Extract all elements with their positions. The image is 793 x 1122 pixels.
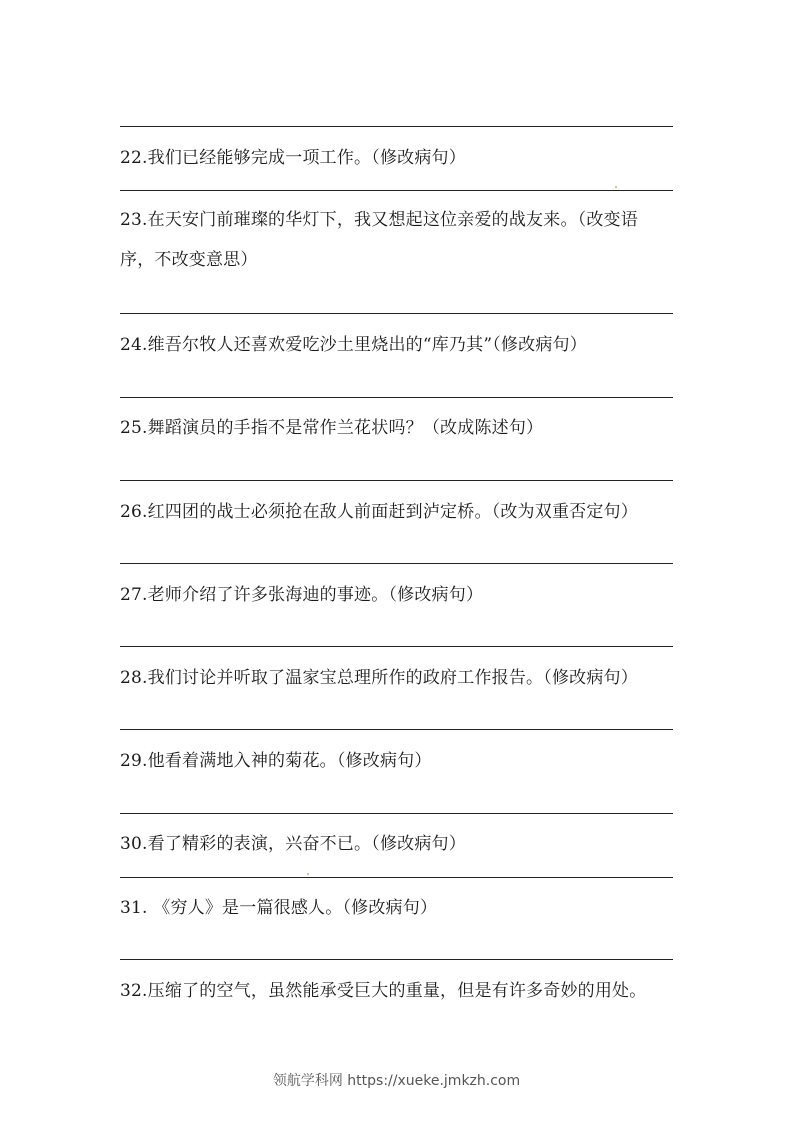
question-25: [120, 408, 680, 448]
question-number: 24.: [120, 335, 148, 355]
question-29: [120, 741, 680, 781]
question-number: 26.: [120, 502, 148, 522]
question-text-line1: 在天安门前璀璨的华灯下，我又想起这位亲爱的战友来。（改变语: [147, 210, 638, 230]
answer-line: [120, 646, 673, 647]
question-text-line2: 序，不改变意思）: [120, 250, 258, 270]
question-number: 32.: [120, 981, 148, 1001]
scan-speck: [615, 186, 617, 188]
question-text: 我们已经能够完成一项工作。（修改病句）: [147, 148, 466, 168]
question-number: 28.: [120, 668, 148, 688]
question-text: 看了精彩的表演，兴奋不已。（修改病句）: [147, 834, 466, 854]
footer-watermark: 领航学科网 https://xueke.jmkzh.com: [272, 1073, 521, 1089]
answer-line: [120, 813, 673, 814]
question-26: [120, 492, 680, 532]
answer-line: [120, 480, 673, 481]
answer-line: [120, 313, 673, 314]
question-text: 我们讨论并听取了温家宝总理所作的政府工作报告。（修改病句）: [147, 668, 638, 688]
question-22: [120, 138, 680, 178]
question-number: 31.: [120, 898, 148, 918]
question-text: 压缩了的空气，虽然能承受巨大的重量，但是有许多奇妙的用处。: [147, 981, 647, 1001]
question-27: [120, 575, 680, 615]
question-text: 维吾尔牧人还喜欢爱吃沙土里烧出的“库乃其”（修改病句）: [147, 335, 587, 355]
question-32: [120, 971, 680, 1011]
question-number: 30.: [120, 834, 148, 854]
answer-line: [120, 729, 673, 730]
answer-line: [120, 190, 673, 191]
question-number: 22.: [120, 148, 148, 168]
question-text: 老师介绍了许多张海迪的事迹。（修改病句）: [147, 585, 484, 605]
question-number: 29.: [120, 751, 148, 771]
question-24: [120, 325, 680, 365]
question-text: 《穷人》是一篇很感人。（修改病句）: [147, 898, 438, 918]
question-28: [120, 658, 680, 698]
answer-line: [120, 397, 673, 398]
answer-line: [120, 877, 673, 878]
question-text: 红四团的战士必须抢在敌人前面赶到泸定桥。（改为双重否定句）: [147, 502, 638, 522]
question-text: 舞蹈演员的手指不是常作兰花状吗？（改成陈述句）: [147, 418, 544, 438]
question-30: [120, 824, 680, 864]
scan-speck: [307, 873, 309, 875]
question-23: [120, 200, 680, 280]
question-text: 他看着满地入神的菊花。（修改病句）: [147, 751, 432, 771]
question-number: 23.: [120, 210, 148, 230]
question-31: [120, 888, 680, 928]
question-number: 27.: [120, 585, 148, 605]
answer-line: [120, 959, 673, 960]
answer-line: [120, 126, 673, 127]
answer-line: [120, 563, 673, 564]
question-number: 25.: [120, 418, 148, 438]
